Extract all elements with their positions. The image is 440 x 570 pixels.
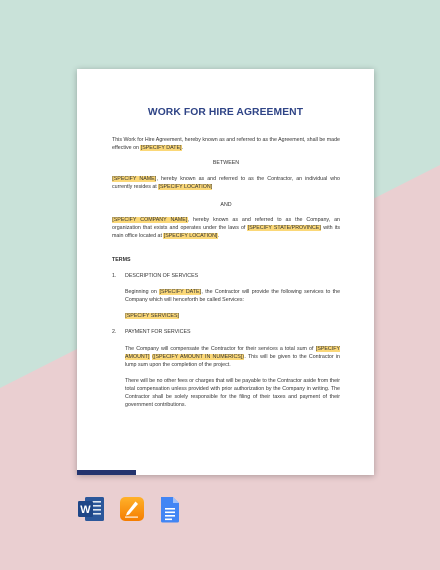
amount-numeric-placeholder: ([SPECIFY AMOUNT IN NUMERICS]) xyxy=(152,354,245,360)
company-text-1: , hereby known as and referred to as the Company, an organization that exists and operates under the laws of xyxy=(112,217,340,231)
word-letter: W xyxy=(80,504,91,516)
document-title: WORK FOR HIRE AGREEMENT xyxy=(147,107,304,118)
apple-pages-icon[interactable] xyxy=(119,496,145,522)
payment-text-end: . This will be given to the Contractor in lump sum upon the completion of the project. xyxy=(125,354,340,368)
intro-paragraph xyxy=(112,136,340,152)
company-location-placeholder: [SPECIFY LOCATION] xyxy=(163,233,218,239)
intro-text: This Work for Hire Agreement, hereby known as and referred to as the Agreement, shall be made effective on xyxy=(112,137,340,151)
date-placeholder: [SPECIFY DATE] xyxy=(140,145,182,151)
section-1-paragraph xyxy=(125,288,340,304)
payment-text: The Company will compensate the Contractor for their services a total sum of xyxy=(125,346,316,352)
microsoft-word-icon[interactable] xyxy=(77,496,105,522)
contractor-name-placeholder: [SPECIFY NAME] xyxy=(112,176,157,182)
section-1-text-end: , the Contractor will provide the following services to the Company which will henceforth be called Services: xyxy=(125,289,341,303)
intro-end: . xyxy=(181,145,184,151)
section-1-text: Beginning on xyxy=(125,289,160,295)
fees-paragraph: There will be no other fees or charges that will be payable to the Contractor aside from their total compensation unless provided with prior authorization by the Company in writing. The Contractor shall be solely responsible for the filing of their taxes and payment of their government contributions. xyxy=(125,378,340,408)
services-date-placeholder: [SPECIFY DATE] xyxy=(159,289,202,295)
section-2-title: PAYMENT FOR SERVICES xyxy=(125,329,191,335)
contractor-paragraph xyxy=(112,175,340,191)
amount-placeholder: [SPECIFY AMOUNT] xyxy=(125,346,340,360)
terms-heading: TERMS xyxy=(112,257,131,263)
section-2-heading xyxy=(112,328,191,336)
company-end: . xyxy=(217,233,220,239)
document-accent-bar xyxy=(77,470,136,475)
section-1-number: 1. xyxy=(112,273,117,279)
services-placeholder: [SPECIFY SERVICES] xyxy=(125,313,179,319)
section-1-heading xyxy=(112,272,198,280)
company-text-2: with its main office located at xyxy=(112,225,340,239)
state-placeholder: [SPECIFY STATE/PROVINCE] xyxy=(247,225,321,231)
services-paragraph xyxy=(125,312,340,320)
document-page xyxy=(77,69,374,475)
contractor-text: , hereby known as and referred to as the Contractor, an individual who currently resides at xyxy=(112,176,340,190)
between-label: BETWEEN xyxy=(212,160,240,166)
section-2-number: 2. xyxy=(112,329,117,335)
company-paragraph xyxy=(112,216,340,240)
section-1-title: DESCRIPTION OF SERVICES xyxy=(125,273,199,279)
contractor-location-placeholder: [SPECIFY LOCATION] xyxy=(158,184,213,190)
company-name-placeholder: [SPECIFY COMPANY NAME] xyxy=(112,217,188,223)
google-docs-icon[interactable] xyxy=(159,496,181,524)
payment-paragraph xyxy=(125,345,340,369)
and-label: AND xyxy=(220,202,232,208)
